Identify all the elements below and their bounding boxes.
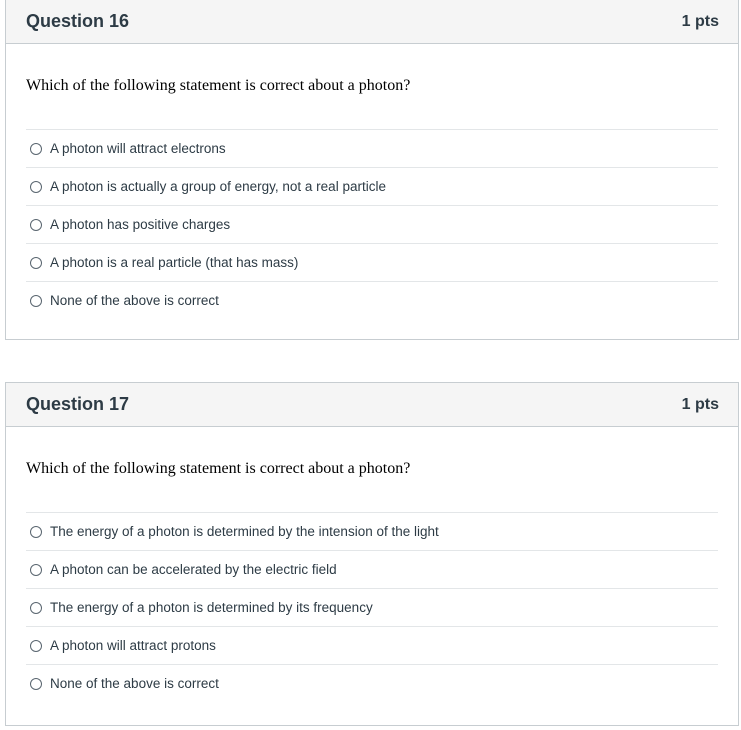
radio-button[interactable] — [30, 564, 42, 576]
question-title: Question 16 — [26, 11, 130, 31]
answer-option[interactable] — [26, 588, 718, 626]
radio-button[interactable] — [30, 257, 42, 269]
radio-button[interactable] — [30, 678, 42, 690]
answer-option[interactable] — [26, 167, 718, 205]
answer-option[interactable] — [26, 664, 718, 702]
answer-option[interactable] — [26, 205, 718, 243]
answer-list — [26, 129, 718, 319]
answer-label[interactable]: A photon is a real particle (that has mass) — [50, 255, 299, 270]
radio-button[interactable] — [30, 181, 42, 193]
answer-label[interactable]: A photon is actually a group of energy, not a real particle — [50, 179, 386, 194]
answer-option[interactable] — [26, 626, 718, 664]
radio-button[interactable] — [30, 143, 42, 155]
answer-list — [26, 512, 718, 702]
answer-label[interactable]: A photon has positive charges — [50, 217, 231, 232]
question-17-card — [5, 382, 739, 726]
question-header — [6, 0, 738, 44]
answer-option[interactable] — [26, 550, 718, 588]
question-16-card — [5, 0, 739, 340]
question-points: 1 pts — [681, 12, 719, 30]
answer-label[interactable]: The energy of a photon is determined by the intension of the light — [50, 524, 439, 539]
answer-label[interactable]: None of the above is correct — [50, 293, 219, 308]
answer-label[interactable]: A photon will attract electrons — [50, 141, 226, 156]
answer-option[interactable] — [26, 129, 718, 167]
radio-button[interactable] — [30, 640, 42, 652]
answer-label[interactable]: The energy of a photon is determined by its frequency — [50, 600, 373, 615]
question-header — [6, 383, 738, 427]
question-title: Question 17 — [26, 394, 130, 414]
question-prompt: Which of the following statement is correct about a photon? — [26, 460, 411, 477]
radio-button[interactable] — [30, 526, 42, 538]
answer-label[interactable]: None of the above is correct — [50, 676, 219, 691]
answer-option[interactable] — [26, 281, 718, 319]
radio-button[interactable] — [30, 295, 42, 307]
answer-option[interactable] — [26, 243, 718, 281]
answer-label[interactable]: A photon will attract protons — [50, 638, 216, 653]
radio-button[interactable] — [30, 219, 42, 231]
question-points: 1 pts — [681, 395, 719, 413]
answer-option[interactable] — [26, 512, 718, 550]
answer-label[interactable]: A photon can be accelerated by the electric field — [50, 562, 337, 577]
radio-button[interactable] — [30, 602, 42, 614]
question-prompt: Which of the following statement is correct about a photon? — [26, 77, 411, 94]
